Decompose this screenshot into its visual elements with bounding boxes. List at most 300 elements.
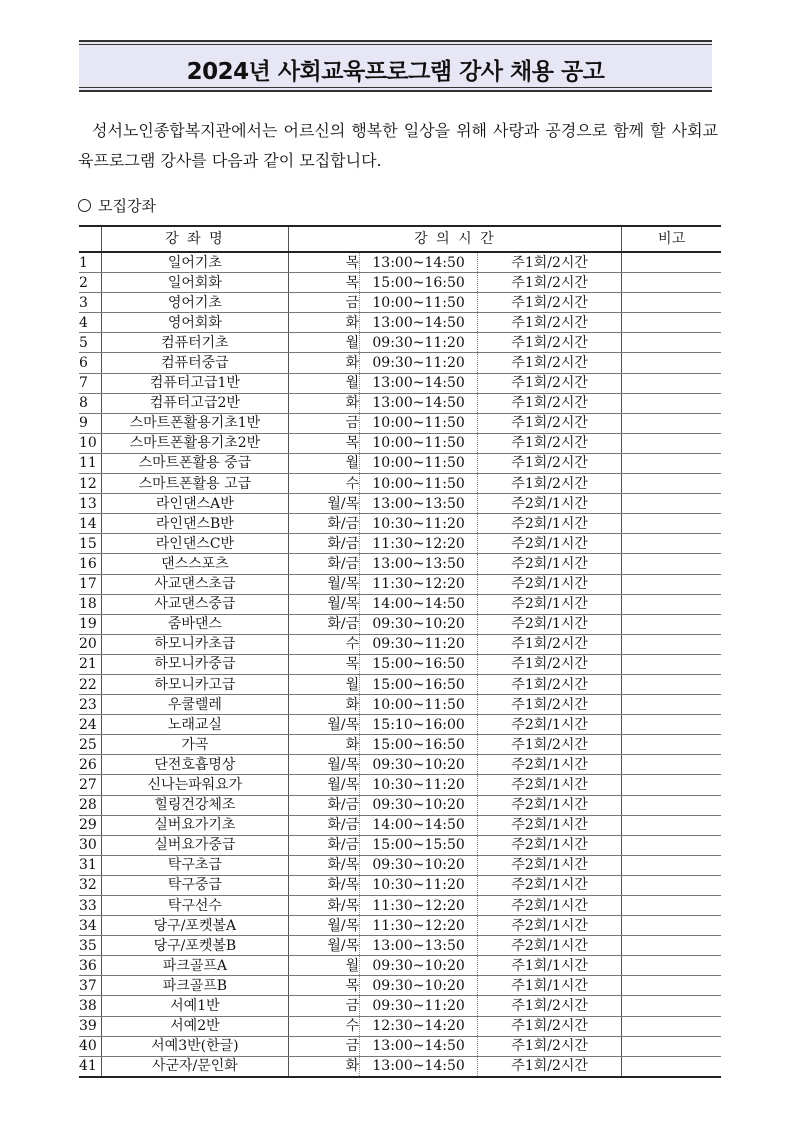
cell-time: 11:30~12:20 xyxy=(360,534,478,554)
cell-course-name: 사군자/문인화 xyxy=(102,1056,288,1077)
cell-day: 화/목 xyxy=(288,875,360,895)
cell-frequency: 주2회/1시간 xyxy=(478,715,622,735)
cell-time: 10:00~11:50 xyxy=(360,695,478,715)
cell-frequency: 주1회/2시간 xyxy=(478,634,622,654)
cell-day: 화/금 xyxy=(288,795,360,815)
header-lecture-time: 강 의 시 간 xyxy=(288,226,622,252)
cell-course-name: 컴퓨터고급2반 xyxy=(102,393,288,413)
cell-day: 화/목 xyxy=(288,855,360,875)
cell-note xyxy=(622,1056,721,1077)
cell-note xyxy=(622,936,721,956)
cell-frequency: 주1회/2시간 xyxy=(478,695,622,715)
cell-course-name: 파크골프B xyxy=(102,976,288,996)
cell-frequency: 주2회/1시간 xyxy=(478,534,622,554)
cell-time: 13:00~14:50 xyxy=(360,313,478,333)
cell-course-name: 하모니카초급 xyxy=(102,634,288,654)
cell-note xyxy=(622,956,721,976)
cell-number: 16 xyxy=(79,554,102,574)
cell-day: 화 xyxy=(288,1056,360,1077)
section-heading xyxy=(78,195,156,216)
cell-number: 28 xyxy=(79,795,102,815)
table-row xyxy=(79,775,721,795)
cell-time: 10:00~11:50 xyxy=(360,293,478,313)
cell-number: 27 xyxy=(79,775,102,795)
table-row xyxy=(79,1036,721,1056)
cell-note xyxy=(622,775,721,795)
cell-day: 월 xyxy=(288,333,360,353)
cell-frequency: 주2회/1시간 xyxy=(478,795,622,815)
cell-number: 38 xyxy=(79,996,102,1016)
cell-day: 월/목 xyxy=(288,755,360,775)
cell-frequency: 주1회/2시간 xyxy=(478,373,622,393)
cell-course-name: 스마트폰활용 고급 xyxy=(102,474,288,494)
cell-course-name: 일어회화 xyxy=(102,273,288,293)
cell-day: 금 xyxy=(288,413,360,433)
cell-number: 10 xyxy=(79,433,102,453)
cell-number: 11 xyxy=(79,453,102,473)
cell-time: 10:00~11:50 xyxy=(360,453,478,473)
section-title: 모집강좌 xyxy=(98,197,156,215)
cell-day: 금 xyxy=(288,293,360,313)
cell-note xyxy=(622,353,721,373)
cell-number: 36 xyxy=(79,956,102,976)
cell-course-name: 컴퓨터고급1반 xyxy=(102,373,288,393)
cell-number: 8 xyxy=(79,393,102,413)
table-row xyxy=(79,916,721,936)
cell-number: 24 xyxy=(79,715,102,735)
table-row xyxy=(79,634,721,654)
table-row xyxy=(79,674,721,694)
cell-time: 15:00~15:50 xyxy=(360,835,478,855)
cell-frequency: 주2회/1시간 xyxy=(478,875,622,895)
cell-time: 13:00~14:50 xyxy=(360,1036,478,1056)
cell-course-name: 라인댄스C반 xyxy=(102,534,288,554)
cell-frequency: 주1회/2시간 xyxy=(478,735,622,755)
cell-frequency: 주1회/2시간 xyxy=(478,654,622,674)
cell-note xyxy=(622,695,721,715)
cell-time: 10:00~11:50 xyxy=(360,413,478,433)
cell-frequency: 주1회/2시간 xyxy=(478,433,622,453)
cell-frequency: 주2회/1시간 xyxy=(478,554,622,574)
cell-frequency: 주1회/2시간 xyxy=(478,996,622,1016)
header-course-name: 강 좌 명 xyxy=(102,226,288,252)
table-row xyxy=(79,293,721,313)
cell-course-name: 영어회화 xyxy=(102,313,288,333)
cell-course-name: 하모니카고급 xyxy=(102,674,288,694)
cell-time: 10:30~11:20 xyxy=(360,875,478,895)
cell-course-name: 서예2반 xyxy=(102,1016,288,1036)
cell-note xyxy=(622,574,721,594)
cell-time: 13:00~14:50 xyxy=(360,1056,478,1077)
cell-time: 14:00~14:50 xyxy=(360,594,478,614)
table-row xyxy=(79,273,721,293)
cell-course-name: 댄스스포츠 xyxy=(102,554,288,574)
cell-course-name: 컴퓨터중급 xyxy=(102,353,288,373)
cell-frequency: 주2회/1시간 xyxy=(478,775,622,795)
cell-time: 09:30~10:20 xyxy=(360,614,478,634)
table-row xyxy=(79,956,721,976)
cell-course-name: 일어기초 xyxy=(102,252,288,273)
course-table-body xyxy=(79,252,721,1077)
cell-number: 6 xyxy=(79,353,102,373)
cell-frequency: 주1회/2시간 xyxy=(478,1056,622,1077)
cell-note xyxy=(622,835,721,855)
cell-frequency: 주2회/1시간 xyxy=(478,494,622,514)
cell-number: 5 xyxy=(79,333,102,353)
table-row xyxy=(79,433,721,453)
cell-frequency: 주1회/1시간 xyxy=(478,976,622,996)
cell-note xyxy=(622,855,721,875)
cell-number: 23 xyxy=(79,695,102,715)
cell-course-name: 탁구초급 xyxy=(102,855,288,875)
table-row xyxy=(79,855,721,875)
cell-day: 화/금 xyxy=(288,614,360,634)
cell-course-name: 우쿨렐레 xyxy=(102,695,288,715)
cell-frequency: 주2회/1시간 xyxy=(478,594,622,614)
cell-course-name: 사교댄스초급 xyxy=(102,574,288,594)
cell-frequency: 주2회/1시간 xyxy=(478,514,622,534)
table-row xyxy=(79,474,721,494)
cell-note xyxy=(622,996,721,1016)
title-banner xyxy=(79,40,712,92)
cell-number: 20 xyxy=(79,634,102,654)
cell-time: 13:00~13:50 xyxy=(360,494,478,514)
cell-day: 화/금 xyxy=(288,815,360,835)
table-row xyxy=(79,373,721,393)
cell-day: 목 xyxy=(288,976,360,996)
cell-note xyxy=(622,654,721,674)
cell-frequency: 주2회/1시간 xyxy=(478,835,622,855)
table-row xyxy=(79,453,721,473)
table-row xyxy=(79,1016,721,1036)
cell-day: 화/금 xyxy=(288,835,360,855)
cell-number: 31 xyxy=(79,855,102,875)
cell-day: 월/목 xyxy=(288,916,360,936)
cell-course-name: 라인댄스B반 xyxy=(102,514,288,534)
cell-course-name: 컴퓨터기초 xyxy=(102,333,288,353)
cell-number: 35 xyxy=(79,936,102,956)
cell-time: 09:30~11:20 xyxy=(360,353,478,373)
cell-course-name: 가곡 xyxy=(102,735,288,755)
cell-time: 14:00~14:50 xyxy=(360,815,478,835)
cell-frequency: 주1회/2시간 xyxy=(478,674,622,694)
cell-frequency: 주1회/2시간 xyxy=(478,393,622,413)
cell-day: 화 xyxy=(288,393,360,413)
cell-time: 09:30~10:20 xyxy=(360,855,478,875)
cell-day: 화/목 xyxy=(288,896,360,916)
cell-day: 금 xyxy=(288,1036,360,1056)
cell-day: 화/금 xyxy=(288,534,360,554)
intro-text: 성서노인종합복지관에서는 어르신의 행복한 일상을 위해 사랑과 공경으로 함께 할 사회교육프로그램 강사를 다음과 같이 모집합니다. xyxy=(78,121,718,170)
cell-day: 월 xyxy=(288,373,360,393)
cell-day: 월 xyxy=(288,453,360,473)
cell-frequency: 주1회/2시간 xyxy=(478,252,622,273)
cell-day: 금 xyxy=(288,996,360,1016)
cell-course-name: 파크골프A xyxy=(102,956,288,976)
cell-frequency: 주2회/1시간 xyxy=(478,936,622,956)
cell-time: 13:00~13:50 xyxy=(360,936,478,956)
cell-day: 월/목 xyxy=(288,775,360,795)
table-row xyxy=(79,494,721,514)
cell-course-name: 서예3반(한글) xyxy=(102,1036,288,1056)
cell-number: 29 xyxy=(79,815,102,835)
cell-time: 13:00~14:50 xyxy=(360,393,478,413)
table-row xyxy=(79,715,721,735)
table-row xyxy=(79,514,721,534)
table-row xyxy=(79,755,721,775)
cell-number: 26 xyxy=(79,755,102,775)
cell-frequency: 주1회/2시간 xyxy=(478,474,622,494)
cell-note xyxy=(622,273,721,293)
cell-note xyxy=(622,896,721,916)
cell-number: 15 xyxy=(79,534,102,554)
cell-note xyxy=(622,634,721,654)
cell-number: 7 xyxy=(79,373,102,393)
cell-number: 37 xyxy=(79,976,102,996)
cell-course-name: 실버요가중급 xyxy=(102,835,288,855)
cell-course-name: 실버요가기초 xyxy=(102,815,288,835)
cell-number: 33 xyxy=(79,896,102,916)
cell-day: 화/금 xyxy=(288,514,360,534)
table-row xyxy=(79,875,721,895)
cell-course-name: 탁구중급 xyxy=(102,875,288,895)
cell-number: 39 xyxy=(79,1016,102,1036)
cell-frequency: 주2회/1시간 xyxy=(478,614,622,634)
cell-frequency: 주1회/2시간 xyxy=(478,273,622,293)
cell-time: 15:00~16:50 xyxy=(360,273,478,293)
cell-number: 40 xyxy=(79,1036,102,1056)
table-row xyxy=(79,313,721,333)
cell-number: 1 xyxy=(79,252,102,273)
cell-frequency: 주2회/1시간 xyxy=(478,574,622,594)
cell-frequency: 주2회/1시간 xyxy=(478,896,622,916)
cell-time: 11:30~12:20 xyxy=(360,916,478,936)
cell-note xyxy=(622,594,721,614)
cell-note xyxy=(622,755,721,775)
cell-frequency: 주1회/2시간 xyxy=(478,413,622,433)
table-row xyxy=(79,594,721,614)
cell-day: 수 xyxy=(288,474,360,494)
table-row xyxy=(79,393,721,413)
table-row xyxy=(79,353,721,373)
table-row xyxy=(79,996,721,1016)
cell-note xyxy=(622,715,721,735)
cell-number: 17 xyxy=(79,574,102,594)
cell-frequency: 주1회/2시간 xyxy=(478,353,622,373)
page-title: 2024년 사회교육프로그램 강사 채용 공고 xyxy=(186,59,605,85)
cell-course-name: 줌바댄스 xyxy=(102,614,288,634)
table-row xyxy=(79,333,721,353)
cell-note xyxy=(622,976,721,996)
cell-note xyxy=(622,534,721,554)
cell-course-name: 탁구선수 xyxy=(102,896,288,916)
cell-time: 11:30~12:20 xyxy=(360,896,478,916)
cell-number: 3 xyxy=(79,293,102,313)
cell-time: 09:30~10:20 xyxy=(360,976,478,996)
cell-time: 09:30~11:20 xyxy=(360,996,478,1016)
circle-bullet-icon xyxy=(78,199,91,212)
cell-day: 목 xyxy=(288,252,360,273)
cell-frequency: 주1회/2시간 xyxy=(478,453,622,473)
cell-note xyxy=(622,875,721,895)
cell-course-name: 스마트폰활용 중급 xyxy=(102,453,288,473)
cell-frequency: 주1회/2시간 xyxy=(478,1036,622,1056)
table-row xyxy=(79,554,721,574)
cell-course-name: 하모니카중급 xyxy=(102,654,288,674)
cell-note xyxy=(622,674,721,694)
cell-note xyxy=(622,514,721,534)
cell-frequency: 주1회/1시간 xyxy=(478,956,622,976)
cell-note xyxy=(622,333,721,353)
cell-time: 09:30~10:20 xyxy=(360,956,478,976)
cell-frequency: 주1회/2시간 xyxy=(478,293,622,313)
cell-day: 화 xyxy=(288,313,360,333)
cell-note xyxy=(622,554,721,574)
cell-note xyxy=(622,313,721,333)
table-row xyxy=(79,735,721,755)
table-row xyxy=(79,795,721,815)
cell-day: 월/목 xyxy=(288,936,360,956)
cell-course-name: 신나는파워요가 xyxy=(102,775,288,795)
cell-number: 25 xyxy=(79,735,102,755)
cell-number: 13 xyxy=(79,494,102,514)
table-row xyxy=(79,936,721,956)
cell-number: 9 xyxy=(79,413,102,433)
intro-paragraph xyxy=(78,116,718,176)
table-row xyxy=(79,1056,721,1077)
cell-day: 수 xyxy=(288,634,360,654)
cell-course-name: 노래교실 xyxy=(102,715,288,735)
cell-frequency: 주2회/1시간 xyxy=(478,815,622,835)
cell-time: 13:00~13:50 xyxy=(360,554,478,574)
cell-note xyxy=(622,916,721,936)
cell-course-name: 영어기초 xyxy=(102,293,288,313)
cell-time: 13:00~14:50 xyxy=(360,373,478,393)
cell-course-name: 스마트폰활용기초1반 xyxy=(102,413,288,433)
cell-frequency: 주2회/1시간 xyxy=(478,916,622,936)
cell-day: 목 xyxy=(288,654,360,674)
cell-course-name: 사교댄스중급 xyxy=(102,594,288,614)
cell-day: 월/목 xyxy=(288,594,360,614)
cell-course-name: 당구/포켓볼A xyxy=(102,916,288,936)
cell-number: 22 xyxy=(79,674,102,694)
cell-frequency: 주1회/2시간 xyxy=(478,333,622,353)
table-row xyxy=(79,835,721,855)
cell-number: 41 xyxy=(79,1056,102,1077)
cell-number: 14 xyxy=(79,514,102,534)
cell-course-name: 라인댄스A반 xyxy=(102,494,288,514)
table-row xyxy=(79,896,721,916)
cell-course-name: 당구/포켓볼B xyxy=(102,936,288,956)
cell-day: 화 xyxy=(288,695,360,715)
cell-note xyxy=(622,393,721,413)
cell-time: 10:30~11:20 xyxy=(360,514,478,534)
cell-day: 목 xyxy=(288,273,360,293)
table-row xyxy=(79,815,721,835)
cell-day: 월/목 xyxy=(288,715,360,735)
cell-course-name: 단전호흡명상 xyxy=(102,755,288,775)
table-row xyxy=(79,574,721,594)
cell-note xyxy=(622,373,721,393)
cell-note xyxy=(622,614,721,634)
cell-note xyxy=(622,453,721,473)
cell-day: 목 xyxy=(288,433,360,453)
cell-number: 19 xyxy=(79,614,102,634)
cell-note xyxy=(622,413,721,433)
cell-note xyxy=(622,474,721,494)
cell-time: 10:00~11:50 xyxy=(360,433,478,453)
cell-day: 월/목 xyxy=(288,494,360,514)
cell-day: 화 xyxy=(288,735,360,755)
course-table xyxy=(79,225,721,1078)
header-note: 비고 xyxy=(622,226,721,252)
cell-number: 34 xyxy=(79,916,102,936)
cell-time: 11:30~12:20 xyxy=(360,574,478,594)
table-row xyxy=(79,695,721,715)
cell-day: 화 xyxy=(288,353,360,373)
cell-time: 09:30~11:20 xyxy=(360,634,478,654)
cell-number: 32 xyxy=(79,875,102,895)
cell-note xyxy=(622,433,721,453)
cell-course-name: 힐링건강체조 xyxy=(102,795,288,815)
table-row xyxy=(79,413,721,433)
cell-time: 10:00~11:50 xyxy=(360,474,478,494)
table-row xyxy=(79,534,721,554)
cell-time: 15:00~16:50 xyxy=(360,654,478,674)
cell-note xyxy=(622,815,721,835)
header-number xyxy=(79,226,102,252)
cell-note xyxy=(622,494,721,514)
cell-day: 수 xyxy=(288,1016,360,1036)
cell-note xyxy=(622,293,721,313)
cell-course-name: 서예1반 xyxy=(102,996,288,1016)
cell-number: 2 xyxy=(79,273,102,293)
cell-note xyxy=(622,1016,721,1036)
cell-time: 15:00~16:50 xyxy=(360,674,478,694)
table-header-row xyxy=(79,226,721,252)
table-row xyxy=(79,252,721,273)
cell-number: 30 xyxy=(79,835,102,855)
cell-number: 18 xyxy=(79,594,102,614)
cell-day: 화/금 xyxy=(288,554,360,574)
cell-time: 15:00~16:50 xyxy=(360,735,478,755)
cell-time: 10:30~11:20 xyxy=(360,775,478,795)
cell-course-name: 스마트폰활용기초2반 xyxy=(102,433,288,453)
cell-number: 21 xyxy=(79,654,102,674)
cell-note xyxy=(622,735,721,755)
cell-time: 15:10~16:00 xyxy=(360,715,478,735)
cell-note xyxy=(622,1036,721,1056)
cell-time: 13:00~14:50 xyxy=(360,252,478,273)
cell-note xyxy=(622,795,721,815)
cell-number: 12 xyxy=(79,474,102,494)
cell-time: 12:30~14:20 xyxy=(360,1016,478,1036)
table-row xyxy=(79,976,721,996)
cell-frequency: 주2회/1시간 xyxy=(478,855,622,875)
cell-frequency: 주1회/2시간 xyxy=(478,313,622,333)
cell-day: 월/목 xyxy=(288,574,360,594)
cell-frequency: 주1회/2시간 xyxy=(478,1016,622,1036)
cell-time: 09:30~10:20 xyxy=(360,755,478,775)
cell-time: 09:30~11:20 xyxy=(360,333,478,353)
cell-frequency: 주2회/1시간 xyxy=(478,755,622,775)
table-row xyxy=(79,654,721,674)
cell-number: 4 xyxy=(79,313,102,333)
cell-day: 월 xyxy=(288,674,360,694)
cell-note xyxy=(622,252,721,273)
table-row xyxy=(79,614,721,634)
cell-time: 09:30~10:20 xyxy=(360,795,478,815)
